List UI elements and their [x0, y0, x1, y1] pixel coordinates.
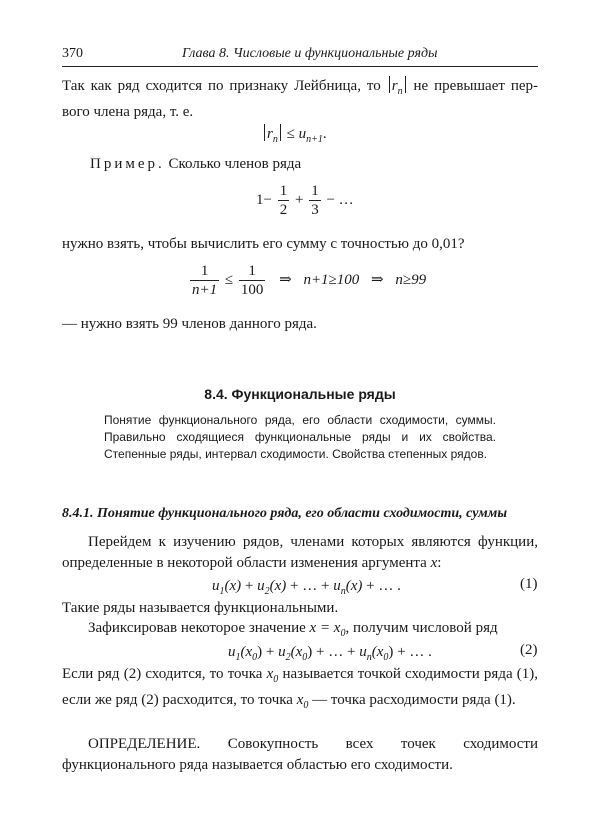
chapter-title: Глава 8. Числовые и функциональные ряды: [182, 46, 438, 61]
example-label: Пример.: [90, 156, 165, 172]
r-symbol: r: [391, 78, 398, 94]
intro-text-1: Так как ряд сходится по признаку Лейбница, то: [62, 78, 381, 94]
p1-x: x: [430, 555, 438, 571]
p4-sub: 0: [273, 674, 279, 685]
body-paragraph-1: [62, 532, 538, 574]
p4-text-c: — точка расходимости ряда (1).: [312, 692, 516, 708]
solution-middle: n+1≥100: [303, 271, 360, 288]
ineq-leq: ≤: [286, 126, 295, 142]
definition-text: Совокупность всех точек сходимости функционального ряда называется областью его сходимости.: [62, 736, 538, 773]
implies-arrow-2: ⇒: [371, 271, 384, 288]
p4-text-a: Если ряд (2) сходится, то точка: [62, 666, 263, 682]
definition-label: ОПРЕДЕЛЕНИЕ.: [88, 736, 201, 752]
equation-2: $u_1(x_0) + u_2(x_0)$ + … + $u_n(x_0)$ + … .: [228, 644, 432, 663]
ineq-n: n: [272, 134, 278, 145]
implies-arrow-1: ⇒: [279, 271, 292, 288]
p4-text-b: называется точкой сходимости ряда (1), если же ряд (2) расходится, то точка: [62, 666, 539, 708]
equation-2-number: (2): [520, 642, 538, 658]
ineq-end: .: [322, 126, 327, 142]
series-formula: [256, 182, 354, 219]
running-header: [62, 44, 538, 67]
example-line: [90, 154, 301, 174]
fraction-one-half: $\frac{1}{2}$: [279, 183, 288, 218]
answer-text: — нужно взять 99 членов данного ряда.: [62, 316, 317, 332]
inequality-rn: [262, 124, 327, 150]
p1-text: Перейдем к изучению рядов, членами которых являются функции, определенные в некоторой области изменения аргумента: [62, 534, 538, 571]
section-title: 8.4. Функциональные ряды: [204, 386, 396, 402]
fraction-1-over-100: $\frac{1}{100}$: [240, 263, 264, 298]
p3-eq: x = x: [309, 620, 341, 636]
definition-paragraph: [62, 734, 538, 776]
body-paragraph-4: [62, 664, 538, 716]
ineq-r: r: [267, 126, 273, 142]
equation-1: $u_1(x) + u_2(x)$ + … + $u_n(x)$ + … .: [212, 578, 401, 597]
intro-text-2: не превышает пер-: [413, 78, 539, 94]
p4-x-2: x: [296, 692, 304, 708]
p1-end: :: [437, 555, 442, 571]
subsection-title: 8.4.1. Понятие функционального ряда, его области сходимости, суммы: [62, 506, 508, 521]
series-one: 1: [256, 191, 264, 208]
equation-1-number: (1): [520, 576, 538, 592]
section-abstract: Понятие функционального ряда, его области сходимости, суммы. Правильно сходящиеся функциональные ряды и их свойства. Степенные ряды, интервал сходимости. Свойства степенных рядов.: [104, 413, 496, 461]
p3-text-b: , получим числовой ряд: [345, 620, 498, 636]
p3-text-a: Зафиксировав некоторое значение: [88, 620, 306, 636]
intro-paragraph: [62, 76, 538, 123]
series-minus-1: −: [263, 191, 272, 208]
p3-sub: 0: [340, 628, 346, 639]
series-minus-2: −: [326, 191, 335, 208]
fraction-1-over-n1: $\frac{1}{n+1}$: [192, 263, 218, 298]
example-text: Сколько членов ряда: [168, 156, 302, 172]
solution-leq: ≤: [224, 271, 234, 288]
intro-text-3: вого члена ряда, т. е.: [62, 104, 194, 120]
ineq-u: u: [298, 126, 307, 142]
series-plus: +: [294, 191, 304, 208]
p4-x: x: [266, 666, 274, 682]
solution-formula: [188, 262, 426, 299]
page-number: 370: [62, 46, 83, 61]
ineq-u-sub: n+1: [306, 134, 323, 145]
question-text: нужно взять, чтобы вычислить его сумму с точностью до 0,01?: [62, 236, 465, 252]
n-subscript: n: [397, 86, 403, 97]
series-dots: …: [338, 191, 354, 208]
body-paragraph-3: [62, 618, 538, 644]
p4-sub-2: 0: [303, 700, 309, 711]
fraction-one-third: $\frac{1}{3}$: [311, 183, 319, 218]
body-paragraph-2: Такие ряды называется функциональными.: [62, 600, 339, 616]
solution-end: n≥99: [395, 271, 427, 288]
